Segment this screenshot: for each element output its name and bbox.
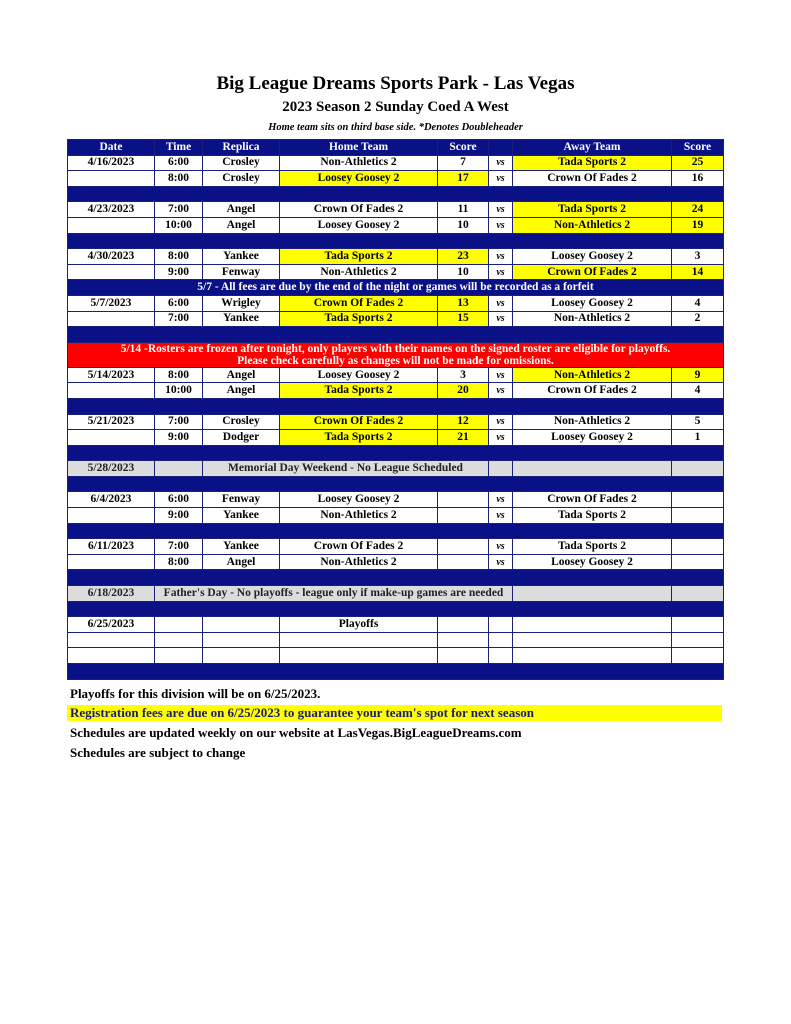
col-header-home-score: Score [438,140,489,156]
no-games-row [68,586,724,602]
footer-change-note: Schedules are subject to change [70,745,246,760]
away-score: 2 [672,311,724,327]
home-score: 15 [438,311,489,327]
game-field: Angel [203,202,280,218]
away-score: 24 [672,202,724,218]
game-row [68,311,724,327]
home-team: Loosey Goosey 2 [280,492,438,508]
home-team: Tada Sports 2 [280,430,438,446]
empty-cell [672,586,724,602]
separator-cell [68,476,724,492]
footer-website-note: Schedules are updated weekly on our website at LasVegas.BigLeagueDreams.com [70,725,522,740]
game-field [203,632,280,648]
game-time: 8:00 [155,249,203,265]
game-date [68,217,155,233]
home-score: 12 [438,414,489,430]
vs-label: vs [489,508,513,524]
vs-label: vs [489,492,513,508]
col-header-away-team: Away Team [513,140,672,156]
separator-row [68,186,724,202]
vs-label: vs [489,295,513,311]
home-team: Loosey Goosey 2 [280,367,438,383]
game-row [68,648,724,664]
away-team: Tada Sports 2 [513,155,672,171]
game-time: 7:00 [155,311,203,327]
separator-row [68,476,724,492]
game-time: 7:00 [155,202,203,218]
home-team: Crown Of Fades 2 [280,295,438,311]
away-score: 5 [672,414,724,430]
game-time [155,648,203,664]
home-score: 21 [438,430,489,446]
game-row [68,414,724,430]
game-date [68,264,155,280]
away-score [672,554,724,570]
home-score: 20 [438,383,489,399]
footer-playoffs-note: Playoffs for this division will be on 6/25/2023. [70,686,321,701]
game-time: 7:00 [155,414,203,430]
away-team: Tada Sports 2 [513,508,672,524]
game-date [68,508,155,524]
alert-row [68,342,724,367]
vs-label: vs [489,249,513,265]
home-team: Crown Of Fades 2 [280,414,438,430]
home-score: 10 [438,217,489,233]
col-header-replica: Replica [203,140,280,156]
vs-label: vs [489,383,513,399]
game-row [68,508,724,524]
away-score: 14 [672,264,724,280]
game-time: 6:00 [155,295,203,311]
game-row [68,171,724,187]
separator-row [68,664,724,680]
home-score [438,508,489,524]
away-team: Crown Of Fades 2 [513,264,672,280]
schedule-table [67,139,724,680]
home-score: 23 [438,249,489,265]
home-team: Non-Athletics 2 [280,155,438,171]
home-team: Loosey Goosey 2 [280,171,438,187]
game-row [68,295,724,311]
away-team [513,632,672,648]
home-score: 17 [438,171,489,187]
game-row [68,155,724,171]
game-time: 9:00 [155,264,203,280]
vs-label: vs [489,367,513,383]
col-header-date: Date [68,140,155,156]
game-date: 5/7/2023 [68,295,155,311]
home-score [438,617,489,633]
vs-label: vs [489,155,513,171]
game-time: 8:00 [155,554,203,570]
game-field: Angel [203,367,280,383]
empty-cell [513,586,672,602]
away-score [672,648,724,664]
game-time: 9:00 [155,430,203,446]
game-time: 10:00 [155,217,203,233]
game-field: Dodger [203,430,280,446]
game-row [68,217,724,233]
vs-label: vs [489,171,513,187]
game-field: Crosley [203,155,280,171]
home-score [438,632,489,648]
away-score: 3 [672,249,724,265]
game-time: 9:00 [155,508,203,524]
away-team [513,617,672,633]
separator-cell [68,398,724,414]
home-score: 10 [438,264,489,280]
vs-label: vs [489,539,513,555]
game-field [203,617,280,633]
away-team: Non-Athletics 2 [513,367,672,383]
home-team [280,632,438,648]
home-team: Crown Of Fades 2 [280,202,438,218]
no-games-text: Father's Day - No playoffs - league only if make-up games are needed [155,586,513,602]
home-score [438,648,489,664]
game-time [155,632,203,648]
away-team: Non-Athletics 2 [513,414,672,430]
away-score [672,539,724,555]
col-header-vs [489,140,513,156]
game-field: Crosley [203,414,280,430]
game-date [68,632,155,648]
away-team: Crown Of Fades 2 [513,492,672,508]
game-row [68,383,724,399]
away-score: 1 [672,430,724,446]
page-subtitle: 2023 Season 2 Sunday Coed A West [282,99,509,115]
game-field: Yankee [203,539,280,555]
away-team: Loosey Goosey 2 [513,430,672,446]
vs-label: vs [489,554,513,570]
row-date: 6/18/2023 [68,586,155,602]
separator-row [68,601,724,617]
away-score: 4 [672,295,724,311]
empty-cell [672,461,724,477]
vs-label: vs [489,217,513,233]
game-date: 4/30/2023 [68,249,155,265]
home-team [280,648,438,664]
game-field: Yankee [203,311,280,327]
game-row [68,554,724,570]
schedule-note: Home team sits on third base side. *Denotes Doubleheader [268,122,523,133]
home-team: Non-Athletics 2 [280,508,438,524]
game-field: Crosley [203,171,280,187]
separator-cell [68,570,724,586]
vs-label: vs [489,202,513,218]
col-header-away-score: Score [672,140,724,156]
game-date [68,648,155,664]
home-score: 13 [438,295,489,311]
away-score: 19 [672,217,724,233]
alert-cell [68,342,724,367]
footer-registration-note: Registration fees are due on 6/25/2023 to guarantee your team's spot for next season [67,705,722,721]
separator-cell [68,664,724,680]
home-score [438,554,489,570]
home-score [438,539,489,555]
vs-label [489,632,513,648]
home-score [438,492,489,508]
home-score: 3 [438,367,489,383]
away-score [672,617,724,633]
away-score: 4 [672,383,724,399]
home-team: Playoffs [280,617,438,633]
away-score: 16 [672,171,724,187]
separator-row [68,398,724,414]
vs-label: vs [489,414,513,430]
row-date: 5/28/2023 [68,461,155,477]
separator-cell [68,445,724,461]
game-time [155,617,203,633]
away-team: Tada Sports 2 [513,539,672,555]
game-field: Angel [203,554,280,570]
away-score [672,632,724,648]
game-row [68,539,724,555]
away-team: Non-Athletics 2 [513,311,672,327]
no-games-row [68,461,724,477]
away-team [513,648,672,664]
game-field: Angel [203,383,280,399]
game-field: Wrigley [203,295,280,311]
game-time: 8:00 [155,171,203,187]
game-date [68,383,155,399]
game-time: 7:00 [155,539,203,555]
vs-label [489,648,513,664]
game-date [68,554,155,570]
game-time: 6:00 [155,492,203,508]
home-team: Non-Athletics 2 [280,264,438,280]
home-team: Tada Sports 2 [280,311,438,327]
empty-cell [513,461,672,477]
away-score: 9 [672,367,724,383]
col-header-home-team: Home Team [280,140,438,156]
game-date: 6/25/2023 [68,617,155,633]
separator-row [68,445,724,461]
away-team: Crown Of Fades 2 [513,171,672,187]
alert-line-2: Please check carefully as changes will not be made for omissions. [237,354,554,367]
game-date [68,171,155,187]
no-games-text: Memorial Day Weekend - No League Scheduled [203,461,489,477]
game-row [68,367,724,383]
game-field: Fenway [203,264,280,280]
game-time: 6:00 [155,155,203,171]
home-team: Non-Athletics 2 [280,554,438,570]
home-score: 11 [438,202,489,218]
vs-label [489,617,513,633]
away-team: Crown Of Fades 2 [513,383,672,399]
away-team: Non-Athletics 2 [513,217,672,233]
game-field: Angel [203,217,280,233]
game-field: Fenway [203,492,280,508]
separator-row [68,523,724,539]
page-title: Big League Dreams Sports Park - Las Vegas [216,73,575,94]
game-row [68,430,724,446]
separator-row [68,233,724,249]
separator-cell [68,601,724,617]
game-row [68,264,724,280]
game-date: 6/11/2023 [68,539,155,555]
alert-line-1: 5/14 -Rosters are frozen after tonight, only players with their names on the signed roster are eligible for playoffs. [120,342,671,355]
game-row [68,202,724,218]
game-date [68,311,155,327]
game-row [68,617,724,633]
home-team: Tada Sports 2 [280,383,438,399]
separator-cell [68,233,724,249]
game-date: 4/23/2023 [68,202,155,218]
vs-label: vs [489,430,513,446]
away-score [672,508,724,524]
separator-row [68,570,724,586]
game-row [68,249,724,265]
game-row [68,632,724,648]
game-field [203,648,280,664]
separator-row [68,327,724,343]
game-time: 10:00 [155,383,203,399]
game-field: Yankee [203,249,280,265]
game-row [68,492,724,508]
empty-cell [489,461,513,477]
schedule-body [68,155,724,679]
away-team: Loosey Goosey 2 [513,554,672,570]
home-score: 7 [438,155,489,171]
game-date: 4/16/2023 [68,155,155,171]
separator-cell [68,523,724,539]
empty-cell [155,461,203,477]
away-team: Tada Sports 2 [513,202,672,218]
away-team: Loosey Goosey 2 [513,249,672,265]
separator-cell [68,327,724,343]
away-score [672,492,724,508]
vs-label: vs [489,311,513,327]
vs-label: vs [489,264,513,280]
col-header-time: Time [155,140,203,156]
game-date: 6/4/2023 [68,492,155,508]
game-date: 5/21/2023 [68,414,155,430]
home-team: Loosey Goosey 2 [280,217,438,233]
game-date [68,430,155,446]
game-field: Yankee [203,508,280,524]
separator-cell [68,186,724,202]
notice-text: 5/7 - All fees are due by the end of the night or games will be recorded as a forfeit [68,280,724,296]
game-date: 5/14/2023 [68,367,155,383]
home-team: Tada Sports 2 [280,249,438,265]
away-team: Loosey Goosey 2 [513,295,672,311]
notice-row [68,280,724,296]
home-team: Crown Of Fades 2 [280,539,438,555]
game-time: 8:00 [155,367,203,383]
table-header-row [68,140,724,156]
away-score: 25 [672,155,724,171]
